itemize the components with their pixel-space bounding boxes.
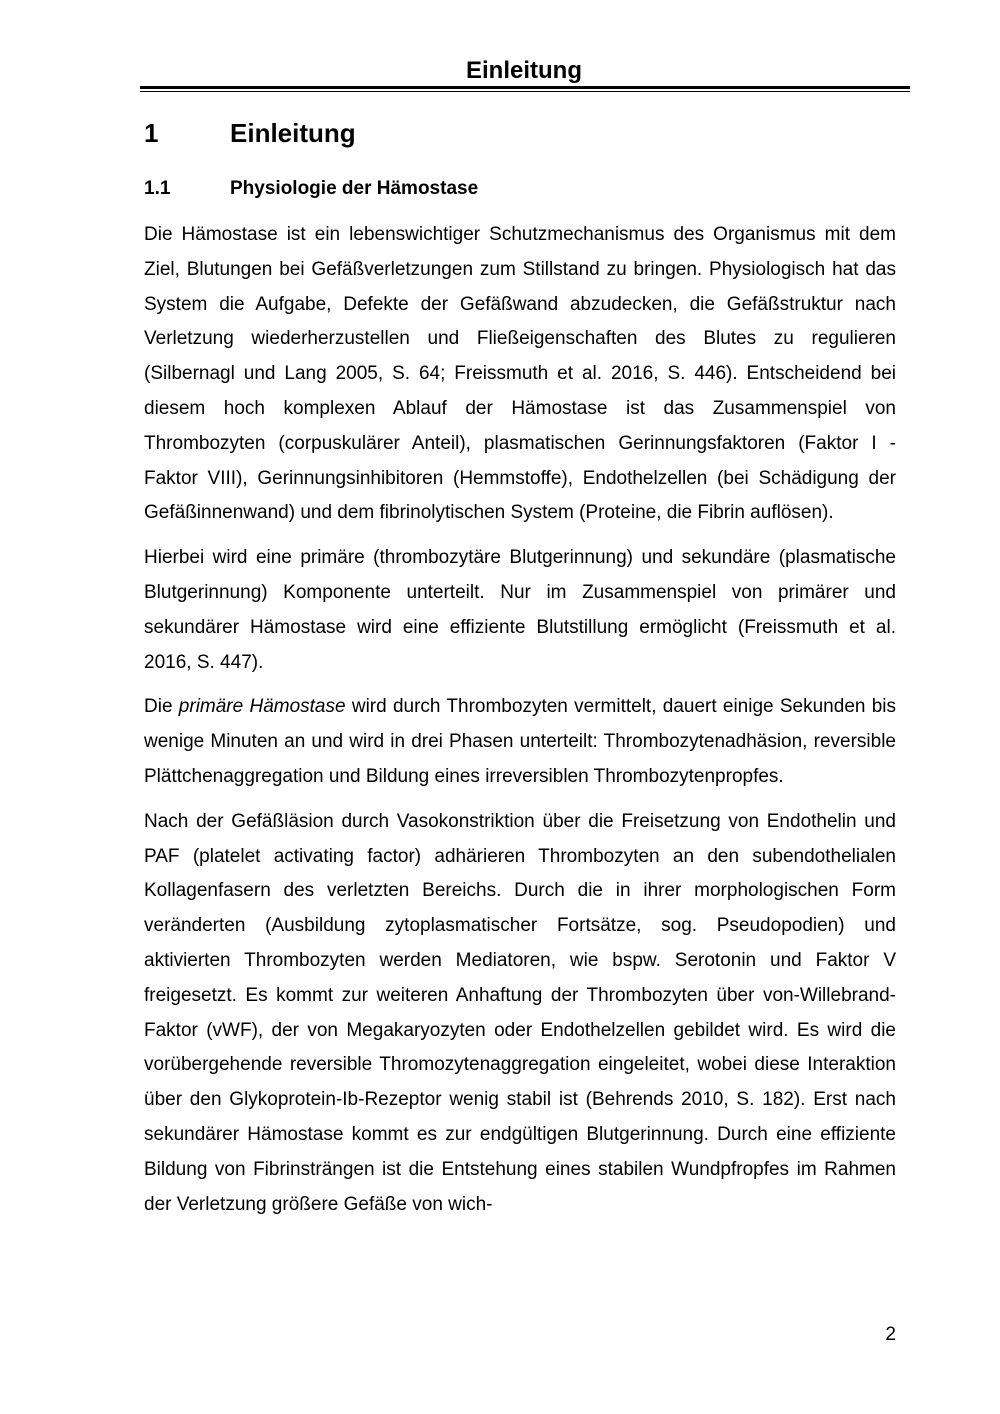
paragraph-4: Nach der Gefäßläsion durch Vasokonstriktion über die Freisetzung von Endothelin und PAF (platelet activating factor) adhärieren Thrombozyten an den subendothelialen Kollagenfasern des verletzten Bereichs. Durch die in ihrer morphologischen Form veränderten (Ausbildung zytoplasmatischer Fortsätze, sog. Pseudopodien) und aktivierten Thrombozyten werden Mediatoren, wie bspw. Serotonin und Faktor V freigesetzt. Es kommt zur weiteren Anhaftung der Thrombozyten über von-Willebrand-Faktor (vWF), der von Megakaryozyten oder Endothelzellen gebildet wird. Es wird die vorübergehende reversible Thromozytenaggregation eingeleitet, wobei diese Interaktion über den Glykoprotein-Ib-Rezeptor wenig stabil ist (Behrends 2010, S. 182). Erst nach sekundärer Hämostase kommt es zur endgültigen Blutgerinnung. Durch eine effiziente Bildung von Fibrinsträngen ist die Entstehung eines stabilen Wundpfropfes im Rahmen der Verletzung größere Gefäße von wich- [144,810,896,1215]
section-number: 1.1 [144,178,171,199]
chapter-heading [144,116,356,150]
paragraph-1: Die Hämostase ist ein lebenswichtiger Schutzmechanismus des Organismus mit dem Ziel, Blutungen bei Gefäßverletzungen zum Stillstand zu bringen. Physiologisch hat das System die Aufgabe, Defekte der Gefäßwand abzudecken, die Gefäßstruktur nach Verletzung wiederherzustellen und Fließeigenschaften des Blutes zu regulieren (Silbernagl und Lang 2005, S. 64; Freissmuth et al. 2016, S. 446). Entscheidend bei diesem hoch komplexen Ablauf der Hämostase ist das Zusammenspiel von Thrombozyten (corpuskulärer Anteil), plasmatischen Gerinnungsfaktoren (Faktor I - Faktor VIII), Gerinnungsinhibitoren (Hemmstoffe), Endothelzellen (bei Schädigung der Gefäßinnenwand) und dem fibrinolytischen System (Proteine, die Fibrin auflösen). [144,224,896,524]
section-title: Physiologie der Hämostase [230,178,479,199]
body-text [144,218,896,1232]
paragraph-3 [144,690,896,794]
emphasis-primary-hemostasis: primäre Hämostase [178,696,346,718]
section-heading [144,176,478,202]
chapter-title: Einleitung [230,118,356,148]
page-number: 2 [885,1324,896,1345]
paragraph-3-lead: Die [144,696,179,718]
running-header: Einleitung [466,57,582,84]
paragraph-3-rest: wird durch Thrombozyten vermittelt, dauert einige Sekunden bis wenige Minuten an und wird in drei Phasen unterteilt: Thrombozytenadhäsion, reversible Plättchenaggregation und Bildung eines irreversiblen Thrombozytenpropfes. [144,696,897,787]
chapter-number: 1 [144,118,159,148]
header-rule-thin [140,91,910,92]
paragraph-2: Hierbei wird eine primäre (thrombozytäre Blutgerinnung) und sekundäre (plasmatische Blutgerinnung) Komponente unterteilt. Nur im Zusammenspiel von primärer und sekundärer Hämostase wird eine effiziente Blutstillung ermöglicht (Freissmuth et al. 2016, S. 447). [144,547,896,673]
header-rule [140,86,910,89]
